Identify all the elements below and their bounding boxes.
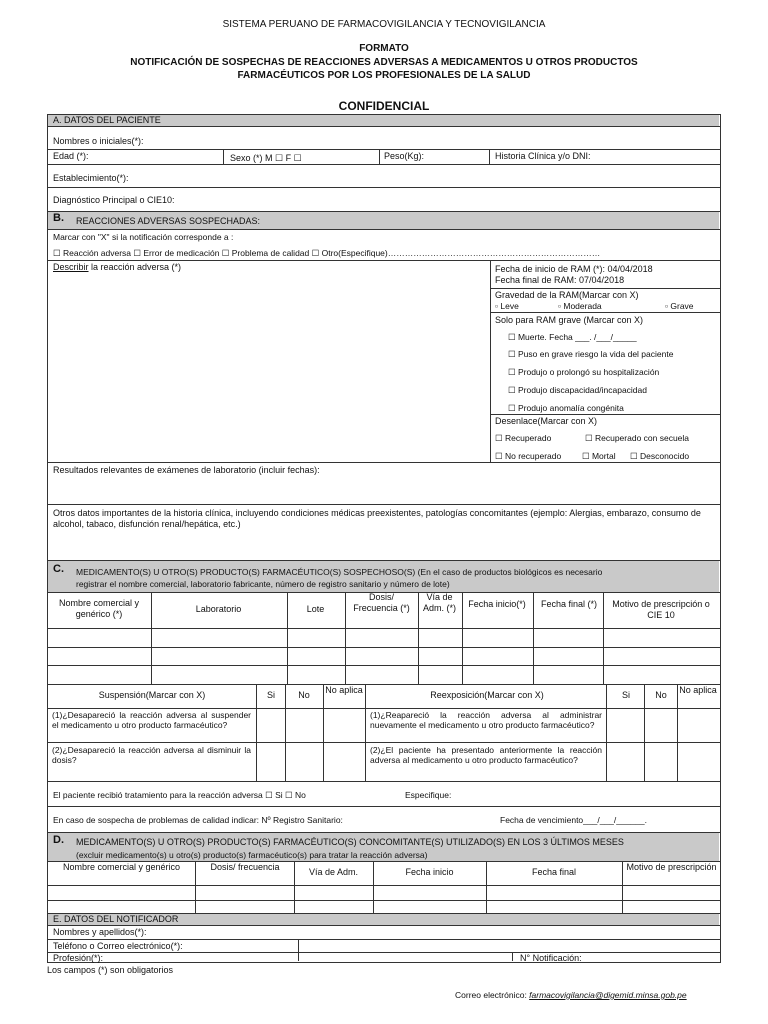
notification-number-field[interactable]: N° Notificación: — [520, 953, 582, 963]
reexposition-answer-cells[interactable] — [607, 709, 719, 781]
concomitant-col-reason: Motivo de prescripción — [626, 862, 717, 872]
section-b-letter: B. — [53, 212, 64, 224]
weight-field[interactable]: Peso(Kg): — [384, 151, 425, 161]
system-title: SISTEMA PERUANO DE FARMACOVIGILANCIA Y TECNOVIGILANCIA — [222, 19, 546, 30]
notification-type-options[interactable]: ☐ Reacción adversa ☐ Error de medicación ☐ Problema de calidad ☐ Otro(Especifique)………………………………………………………………… — [53, 248, 601, 258]
severity-label: Gravedad de la RAM(Marcar con X) — [495, 290, 639, 300]
severe-only-label: Solo para RAM grave (Marcar con X) — [495, 315, 644, 325]
clinical-history-field[interactable]: Historia Clínica y/o DNI: — [495, 151, 591, 161]
col-route: Vía de Adm. (*) — [422, 592, 456, 613]
concomitant-col-end: Fecha final — [531, 867, 577, 877]
suspension-answer-cells[interactable] — [257, 709, 365, 781]
concomitant-col-dose: Dosis/ frecuencia — [210, 862, 280, 872]
col-lot: Lote — [306, 604, 325, 614]
outcome-not-recovered[interactable]: ☐ No recuperado — [495, 451, 562, 461]
concomitant-drug-rows[interactable] — [49, 886, 719, 913]
outcome-recovered[interactable]: ☐ Recuperado — [495, 433, 552, 443]
col-dose-frequency: Dosis/ Frecuencia (*) — [353, 592, 410, 613]
severity-severe-option[interactable]: ▫ Grave — [665, 301, 694, 311]
ram-start-date[interactable]: Fecha de inicio de RAM (*): 04/04/2018 — [495, 264, 653, 274]
col-laboratory: Laboratorio — [195, 604, 242, 614]
lab-results-field[interactable]: Resultados relevantes de exámenes de laboratorio (incluir fechas): — [53, 465, 320, 475]
outcome-fatal[interactable]: ☐ Mortal — [582, 451, 616, 461]
col-commercial-name: Nombre comercial y genérico (*) — [58, 598, 140, 619]
col-prescription-reason: Motivo de prescripción o CIE 10 — [612, 599, 710, 620]
outcome-label: Desenlace(Marcar con X) — [495, 416, 598, 426]
question-reexposition-1: (1)¿Reapareció la reacción adversa al administrar nuevamente el medicamento u otro producto farmacéutico? — [370, 710, 602, 730]
clinical-history-other-field[interactable]: Otros datos importantes de la historia clínica, incluyendo condiciones médicas preexistentes, patologías concomitantes (ejemplo: Alergias, embarazo, consumo de alcohol, tabaco, disfunción renal/hepática, etc.) — [53, 508, 701, 529]
col-start-date: Fecha inicio(*) — [468, 599, 526, 609]
suspension-no-header: No — [298, 690, 310, 700]
notifier-contact-field[interactable]: Teléfono o Correo electrónico(*): — [53, 941, 183, 951]
life-risk-option[interactable]: ☐ Puso en grave riesgo la vida del paciente — [508, 349, 674, 359]
question-suspension-2: (2)¿Desapareció la reacción adversa al disminuir la dosis? — [52, 745, 251, 765]
col-end-date: Fecha final (*) — [540, 599, 598, 609]
section-c-letter: C. — [53, 563, 64, 575]
section-b-title: REACCIONES ADVERSAS SOSPECHADAS: — [76, 216, 261, 226]
ram-end-date[interactable]: Fecha final de RAM: 07/04/2018 — [495, 275, 625, 285]
diagnosis-field[interactable]: Diagnóstico Principal o CIE10: — [53, 195, 175, 205]
section-d-subtitle: (excluir medicamento(s) u otro(s) producto(s) farmacéutico(s) para tratar la reacción adversa) — [76, 850, 428, 860]
expiry-date-field[interactable]: Fecha de vencimiento___/___/______. — [500, 815, 647, 825]
section-c-subtitle: registrar el nombre comercial, laboratorio fabricante, número de registro sanitario y número de lote) — [76, 579, 450, 589]
concomitant-col-name: Nombre comercial y genérico — [62, 862, 181, 872]
reexposition-yes-header: Si — [621, 690, 630, 700]
suspension-label: Suspensión(Marcar con X) — [98, 690, 206, 700]
concomitant-col-route: Vía de Adm. — [308, 867, 359, 877]
age-field[interactable]: Edad (*): — [53, 151, 89, 161]
outcome-recovered-sequel[interactable]: ☐ Recuperado con secuela — [585, 433, 690, 443]
email-label: Correo electrónico: — [455, 990, 530, 1000]
death-option[interactable]: ☐ Muerte. Fecha ___. /___/_____ — [508, 332, 637, 342]
notifier-name-field[interactable]: Nombres y apellidos(*): — [53, 927, 147, 937]
patient-name-field[interactable]: Nombres o iniciales(*): — [53, 136, 144, 146]
treatment-received-field[interactable]: El paciente recibió tratamiento para la reacción adversa ☐ Si ☐ No — [53, 790, 306, 800]
section-d-letter: D. — [53, 834, 64, 846]
establishment-field[interactable]: Establecimiento(*): — [53, 173, 129, 183]
treatment-specify-field[interactable]: Especifique: — [405, 790, 452, 800]
sex-field[interactable]: Sexo (*) M ☐ F ☐ — [230, 153, 302, 163]
email-line — [455, 990, 687, 1001]
severity-moderate-option[interactable]: ▫ Moderada — [558, 301, 602, 311]
reexposition-no-header: No — [655, 690, 667, 700]
reexposition-na-header: No aplica — [679, 685, 717, 695]
disability-option[interactable]: ☐ Produjo discapacidad/incapacidad — [508, 385, 647, 395]
congenital-anomaly-option[interactable]: ☐ Produjo anomalía congénita — [508, 403, 624, 413]
describe-reaction-label[interactable] — [53, 262, 181, 273]
suspension-na-header: No aplica — [325, 685, 363, 695]
quality-problem-field[interactable]: En caso de sospecha de problemas de calidad indicar: Nº Registro Sanitario: — [53, 815, 343, 825]
question-reexposition-2: (2)¿El paciente ha presentado anteriormente la reacción adversa al medicamento u otro producto farmacéutico? — [370, 745, 602, 765]
section-d-title: MEDICAMENTO(S) U OTRO(S) PRODUCTO(S) FARMACÉUTICO(S) CONCOMITANTE(S) UTILIZADO(S) EN LOS 3 ÚLTIMOS MESES — [76, 837, 624, 847]
question-suspension-1: (1)¿Desapareció la reacción adversa al suspender el medicamento u otro producto farmacéutico? — [52, 710, 251, 730]
outcome-unknown[interactable]: ☐ Desconocido — [630, 451, 690, 461]
reexposition-label: Reexposición(Marcar con X) — [430, 690, 544, 700]
section-e-title: E. DATOS DEL NOTIFICADOR — [53, 914, 179, 924]
confidential-label: CONFIDENCIAL — [338, 99, 430, 113]
concomitant-col-start: Fecha inicio — [405, 867, 454, 877]
form-title-line1: NOTIFICACIÓN DE SOSPECHAS DE REACCIONES ADVERSAS A MEDICAMENTOS U OTROS PRODUCTOS — [130, 57, 638, 68]
suspension-yes-header: Si — [266, 690, 275, 700]
section-a-title: A. DATOS DEL PACIENTE — [53, 115, 161, 125]
required-fields-note: Los campos (*) son obligatorios — [47, 965, 174, 975]
hospitalization-option[interactable]: ☐ Produjo o prolongó su hospitalización — [508, 367, 660, 377]
describe-rest: la reacción adversa (*) — [88, 262, 182, 272]
formato-label: FORMATO — [359, 43, 409, 54]
describe-word: Describir — [53, 262, 89, 272]
form-title-line2: FARMACÉUTICOS POR LOS PROFESIONALES DE LA SALUD — [237, 70, 531, 81]
section-c-title: MEDICAMENTO(S) U OTRO(S) PRODUCTO(S) FARMACÉUTICO(S) SOSPECHOSO(S) (En el caso de productos biológicos es necesario — [76, 567, 603, 577]
severity-mild-option[interactable]: ▫ Leve — [495, 301, 519, 311]
suspect-drug-rows[interactable] — [49, 629, 719, 684]
mark-instruction: Marcar con "X" si la notificación corresponde a : — [53, 232, 234, 242]
notifier-profession-field[interactable]: Profesión(*): — [53, 953, 104, 963]
email-link[interactable]: farmacovigilancia@digemid.minsa.gob.pe — [529, 990, 687, 1000]
